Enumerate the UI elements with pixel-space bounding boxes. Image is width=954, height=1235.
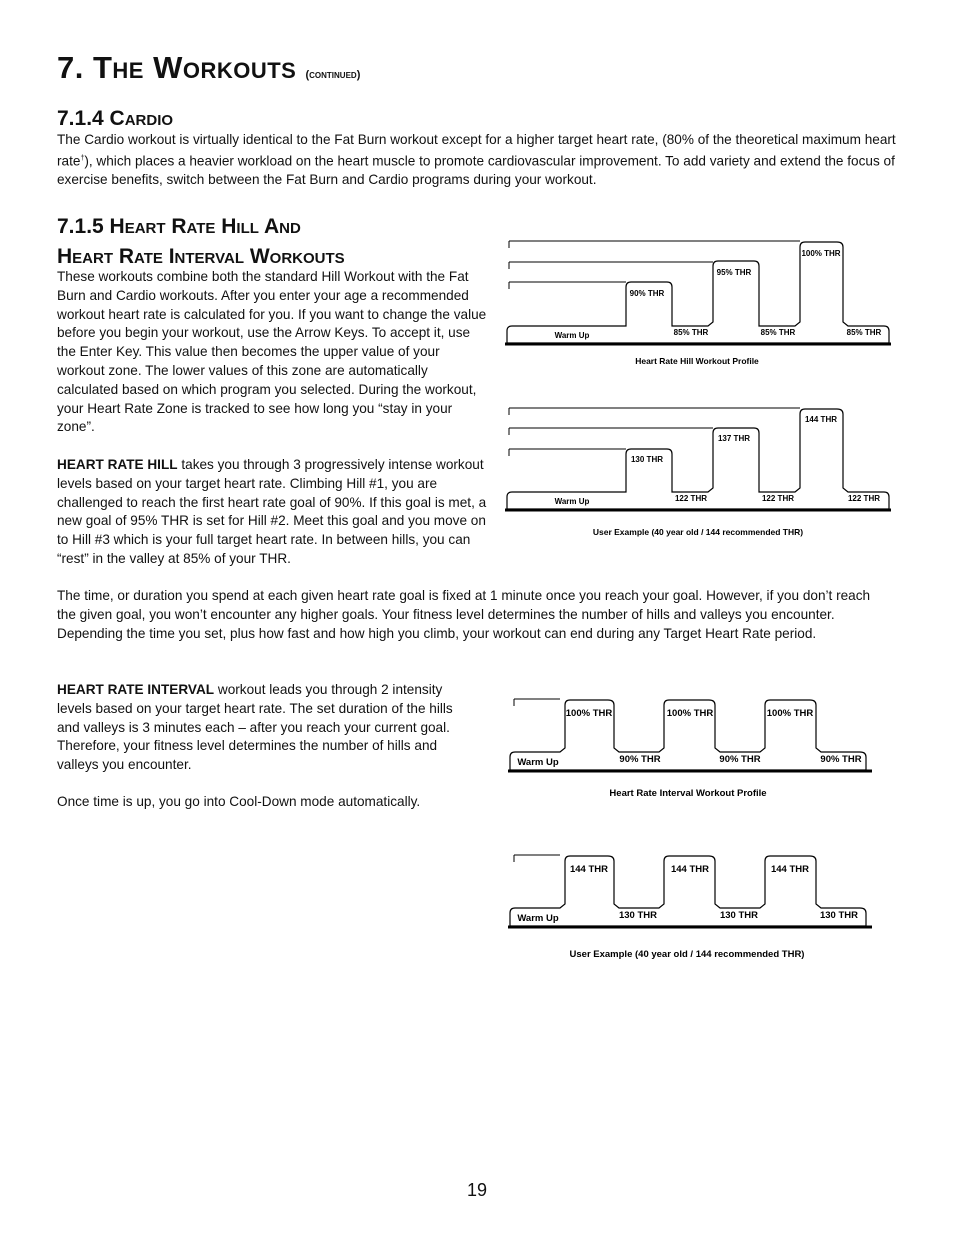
hill-profile-seg-0: Warm Up	[554, 331, 590, 340]
duration-paragraph: The time, or duration you spend at each given heart rate goal is fixed at 1 minute once you reach your goal. However, if you don’t reach the given goal, you won’t encounter any higher goals. Your fitness level determines the number of hills and valleys you encounter. Depending the time you set, plus how fast and how high you climb, your workout can end during any Target Heart Rate period.	[57, 588, 871, 641]
hill-example-seg-3: 137 THR	[717, 434, 751, 443]
cardio-text-2: ), which places a heavier workload on the heart muscle to promote cardiovascular improvement. To add variety and extend the focus of exercise benefits, switch between the Fat Burn and Cardio programs during your workout.	[57, 153, 895, 188]
interval-profile-seg-2: 90% THR	[619, 754, 661, 765]
hill-example-seg-4: 122 THR	[761, 494, 795, 503]
hill-profile-seg-4: 85% THR	[760, 328, 796, 337]
interval-example-chart	[508, 855, 872, 960]
hill-profile-chart	[505, 241, 891, 366]
hill-example-seg-1: 130 THR	[630, 455, 664, 464]
hill-profile-seg-5: 100% THR	[801, 249, 841, 258]
interval-profile-seg-5: 100% THR	[766, 708, 814, 719]
interval-profile-caption: Heart Rate Interval Workout Profile	[609, 788, 767, 799]
section-title-text: The Workouts	[92, 50, 297, 85]
interval-profile-chart	[508, 699, 872, 799]
continued-label: (continued)	[305, 69, 361, 81]
interval-example-seg-6: 130 THR	[819, 910, 859, 921]
interval-profile-seg-4: 90% THR	[719, 754, 761, 765]
hill-profile-seg-3: 95% THR	[716, 268, 752, 277]
interval-profile-seg-3: 100% THR	[666, 708, 714, 719]
interval-example-seg-3: 144 THR	[670, 864, 710, 875]
hill-profile-seg-6: 85% THR	[846, 328, 882, 337]
intro-paragraph: These workouts combine both the standard Hill Workout with the Fat Burn and Cardio workouts. After you enter your age a recommended workout heart rate is calculated for you. If you want to change the value before you begin your workout, use the Arrow Keys. To accept it, use the Enter Key. This value then becomes the upper value of your workout zone. The lower values of this zone are automatically calculated based on which program you selected. During the workout, your Heart Rate Zone is tracked to see how long you “stay in your zone”.	[57, 269, 487, 435]
hill-example-chart	[505, 408, 891, 537]
hill-interval-heading-line1: 7.1.5 Heart Rate Hill And	[57, 215, 301, 238]
interval-example-caption: User Example (40 year old / 144 recommended THR)	[569, 949, 805, 960]
hill-text: takes you through 3 progressively intense workout levels based on your target heart rate. Climbing Hill #1, you are challenged to reach the first heart rate goal of 90%. If this goal is met, a new goal of 95% THR is set for Hill #2. Meet this goal and you move on to Hill #3 which is your full target heart rate. In between hills, you can “rest” in the valley at 85% of your THR.	[57, 457, 487, 566]
hill-label: HEART RATE HILL	[57, 457, 178, 472]
interval-example-seg-2: 130 THR	[618, 910, 658, 921]
hill-interval-heading-line2: Heart Rate Interval Workouts	[57, 245, 345, 268]
interval-profile-seg-1: 100% THR	[565, 708, 613, 719]
hill-example-seg-2: 122 THR	[674, 494, 708, 503]
cardio-text-1: The Cardio workout is virtually identical to the Fat Burn workout except for a higher target heart rate, (80% of the theoretical maximum heart rate	[57, 132, 896, 169]
cooldown-paragraph: Once time is up, you go into Cool-Down mode automatically.	[57, 794, 421, 809]
footnote-mark: †	[80, 154, 85, 162]
hill-example-seg-6: 122 THR	[847, 494, 881, 503]
section-number: 7.	[57, 50, 84, 85]
interval-example-seg-1: 144 THR	[569, 864, 609, 875]
interval-example-seg-4: 130 THR	[719, 910, 759, 921]
hill-example-seg-5: 144 THR	[804, 415, 838, 424]
interval-example-seg-5: 144 THR	[770, 864, 810, 875]
hill-example-seg-0: Warm Up	[554, 497, 590, 506]
hill-profile-seg-1: 90% THR	[629, 289, 665, 298]
page-number: 19	[466, 1180, 488, 1200]
interval-profile-seg-6: 90% THR	[820, 754, 862, 765]
hill-profile-seg-2: 85% THR	[673, 328, 709, 337]
interval-text: workout leads you through 2 intensity levels based on your target heart rate. The set duration of the hills and valleys is 3 minutes each – after you reach your current goal. Therefore, your fitness level determines the number of hills and valleys you encounter.	[57, 682, 453, 773]
interval-example-seg-0: Warm Up	[517, 913, 559, 924]
interval-label: HEART RATE INTERVAL	[57, 682, 215, 697]
interval-profile-seg-0: Warm Up	[517, 757, 559, 768]
hill-profile-caption: Heart Rate Hill Workout Profile	[635, 356, 759, 366]
hill-example-caption: User Example (40 year old / 144 recommended THR)	[592, 527, 804, 537]
cardio-heading: 7.1.4 Cardio	[57, 107, 174, 130]
